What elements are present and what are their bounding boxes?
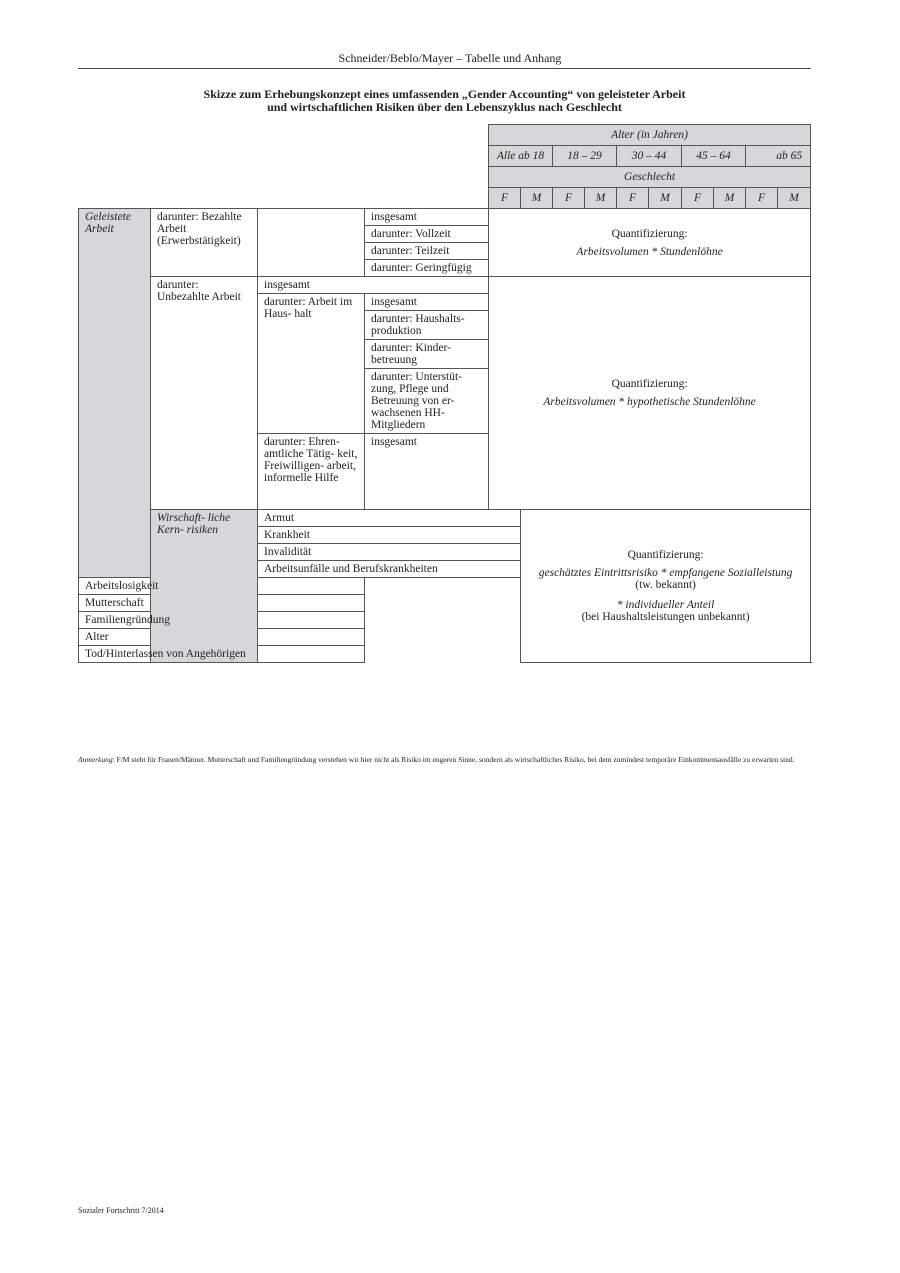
table-note xyxy=(78,755,811,765)
header-rule xyxy=(78,68,811,69)
risks-quant-line-2: (tw. bekannt) xyxy=(635,579,696,591)
sex-code: M xyxy=(649,188,682,209)
accounting-table xyxy=(78,124,811,663)
risks-quant-title: Quantifizierung: xyxy=(627,549,704,561)
household-row-childcare: darunter: Kinder- betreuung xyxy=(365,340,489,369)
risk-item: Armut xyxy=(258,510,521,527)
age-group-18-29: 18 – 29 xyxy=(553,146,617,167)
age-group-45-64: 45 – 64 xyxy=(682,146,746,167)
sex-code: F xyxy=(553,188,585,209)
note-text: : F/M steht für Frauen/Männer. Mutterschaft und Familiengründung verstehen wir hier nicht als Risiko im engeren Sinne, sondern als wirtschaftliches Risiko, bei dem zumindest temporäre Einkommensausfälle zu erwarten sind. xyxy=(112,755,795,764)
paid-row-parttime: darunter: Teilzeit xyxy=(365,243,489,260)
age-group-65plus: ab 65 xyxy=(746,146,811,167)
note-label: Anmerkung xyxy=(78,755,113,764)
sex-code: F xyxy=(682,188,714,209)
title-line-2: und wirtschaftlichen Risiken über den Lebenszyklus nach Geschlecht xyxy=(267,100,622,114)
sex-code: M xyxy=(585,188,617,209)
risk-item: Familiengründung xyxy=(79,612,365,629)
household-row-adult-care: darunter: Unterstüt- zung, Pflege und Betreuung von er- wachsenen HH- Mitgliedern xyxy=(365,369,489,434)
paid-quant-formula: Arbeitsvolumen * Stundenlöhne xyxy=(576,245,723,258)
unpaid-quant-title: Quantifizierung: xyxy=(611,378,688,390)
age-group-all: Alle ab 18 xyxy=(489,146,553,167)
risks-quantification xyxy=(521,510,811,663)
risk-item: Invalidität xyxy=(258,544,521,561)
paid-work-label: darunter: Bezahlte Arbeit (Erwerbstätigkeit) xyxy=(151,209,258,277)
paid-work-spacer xyxy=(258,209,365,277)
running-head: Schneider/Beblo/Mayer – Tabelle und Anhang xyxy=(338,51,562,65)
risk-item: Mutterschaft xyxy=(79,595,365,612)
risk-item: Alter xyxy=(79,629,365,646)
paid-quantification xyxy=(489,209,811,277)
page-footer: Sozialer Fortschritt 7/2014 xyxy=(78,1206,164,1215)
paid-row-total: insgesamt xyxy=(365,209,489,226)
risk-item: Tod/Hinterlassen von Angehörigen xyxy=(79,646,365,663)
sex-header: Geschlecht xyxy=(489,167,811,188)
household-row-total: insgesamt xyxy=(365,294,489,311)
age-group-30-44: 30 – 44 xyxy=(617,146,682,167)
risk-item: Arbeitsunfälle und Berufskrankheiten xyxy=(258,561,521,578)
voluntary-row-total: insgesamt xyxy=(365,434,489,510)
household-row-production: darunter: Haushalts- produktion xyxy=(365,311,489,340)
unpaid-row-total: insgesamt xyxy=(258,277,489,294)
risk-item: Krankheit xyxy=(258,527,521,544)
header-blank xyxy=(79,125,489,209)
table-title xyxy=(78,88,811,114)
sex-code: M xyxy=(714,188,746,209)
work-section-label: Geleistete Arbeit xyxy=(79,209,151,578)
risks-quant-line-1: geschätztes Eintrittsrisiko * empfangene Sozialleistung xyxy=(538,567,793,579)
sex-code: F xyxy=(746,188,778,209)
risks-quant-line-3: * individueller Anteil xyxy=(616,599,715,611)
risks-quant-line-4: (bei Haushaltsleistungen unbekannt) xyxy=(581,611,750,623)
sex-code: M xyxy=(778,188,811,209)
age-header: Alter (in Jahren) xyxy=(489,125,811,146)
risks-section-label: Wirschaft- liche Kern- risiken xyxy=(151,510,258,663)
sex-code: F xyxy=(617,188,649,209)
unpaid-quantification xyxy=(489,277,811,510)
paid-row-marginal: darunter: Geringfügig xyxy=(365,260,489,277)
sex-code: F xyxy=(489,188,521,209)
accounting-table-wrapper xyxy=(78,124,811,663)
risk-item: Arbeitslosigkeit xyxy=(79,578,365,595)
title-line-1: Skizze zum Erhebungskonzept eines umfassenden „Gender Accounting“ von geleisteter Arbeit xyxy=(203,87,686,101)
household-work-label: darunter: Arbeit im Haus- halt xyxy=(258,294,365,434)
paid-quant-title: Quantifizierung: xyxy=(611,227,688,240)
voluntary-work-label: darunter: Ehren- amtliche Tätig- keit, Freiwilligen- arbeit, informelle Hilfe xyxy=(258,434,365,510)
sex-code: M xyxy=(521,188,553,209)
paid-row-fulltime: darunter: Vollzeit xyxy=(365,226,489,243)
unpaid-work-label: darunter: Unbezahlte Arbeit xyxy=(151,277,258,510)
unpaid-quant-formula: Arbeitsvolumen * hypothetische Stundenlöhne xyxy=(543,396,756,408)
